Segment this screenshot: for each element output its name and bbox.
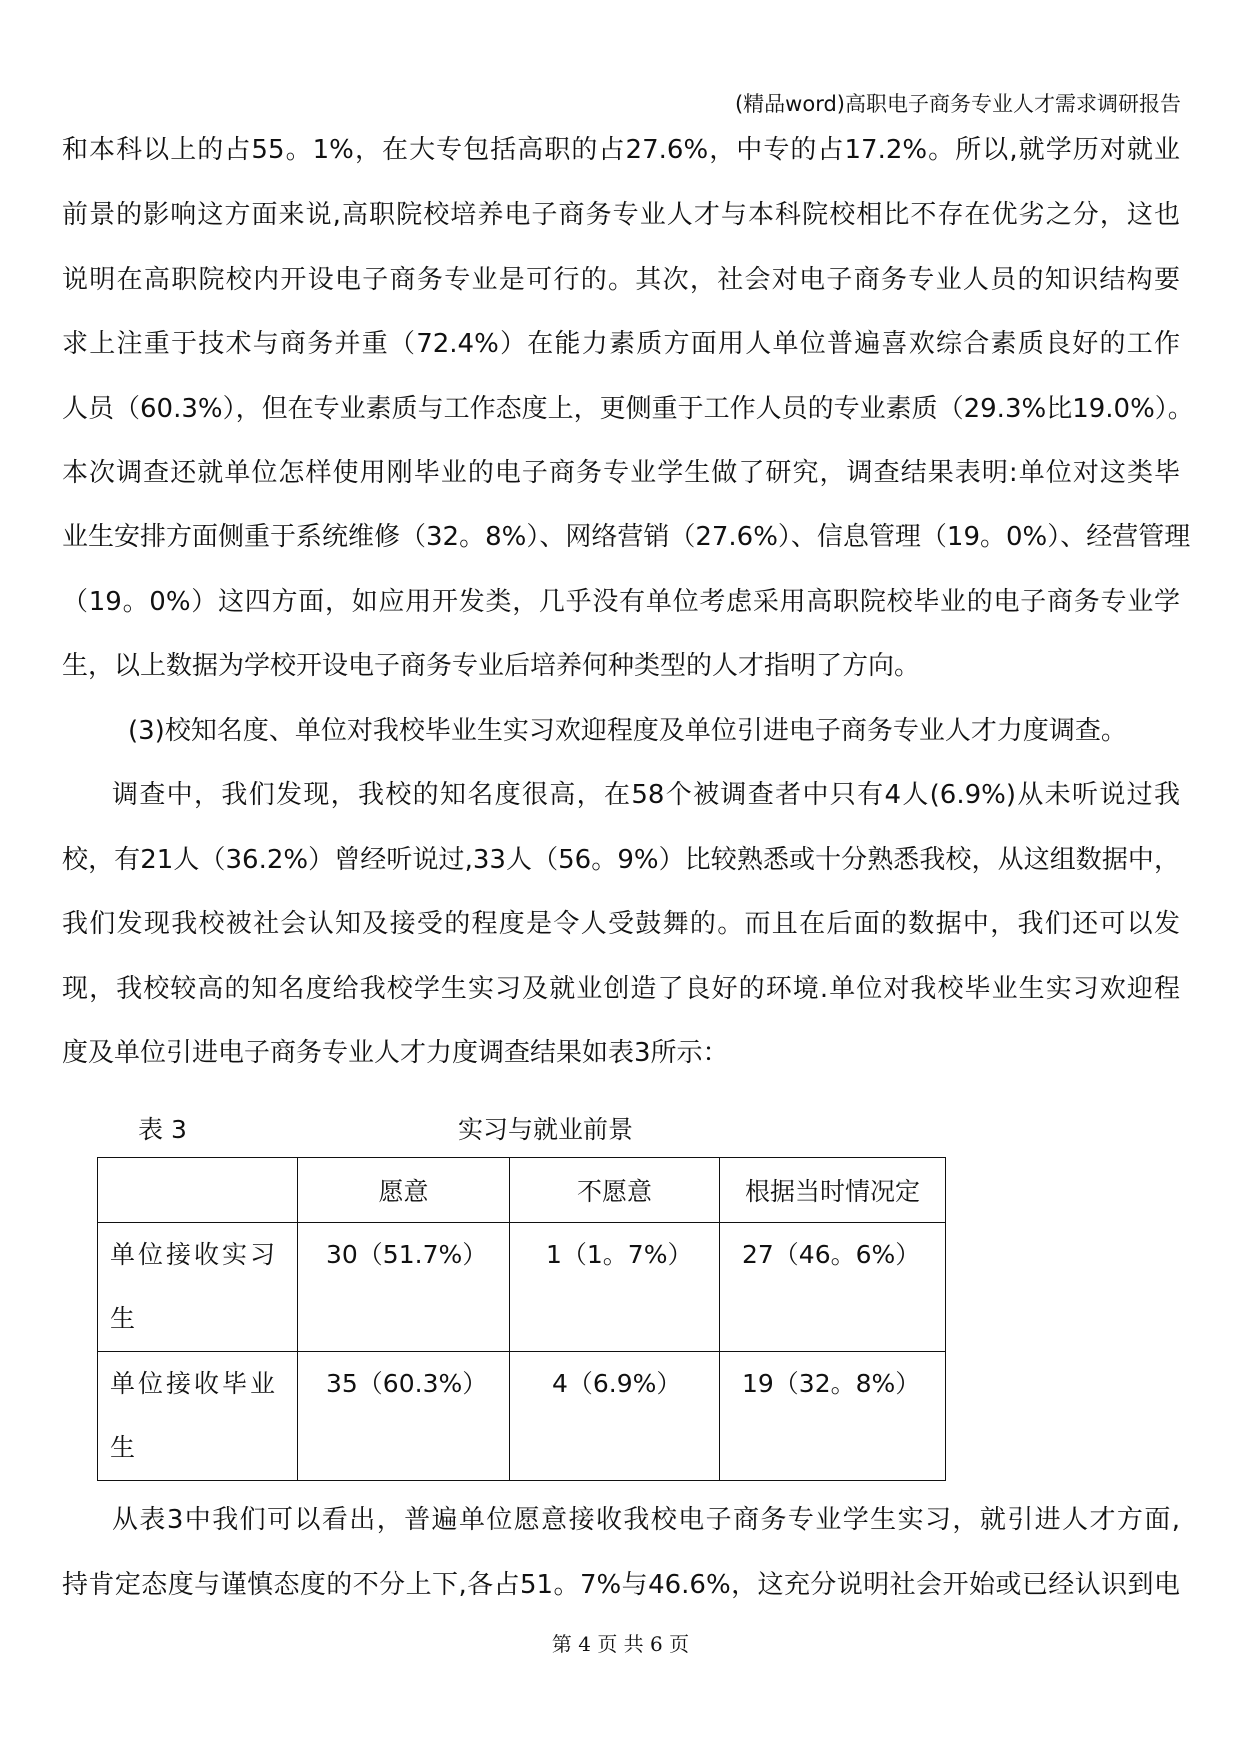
body-line: 人员（60.3%），但在专业素质与工作态度上，更侧重于工作人员的专业素质（29.3%比19.0%）。 [62,394,1194,424]
body-line: 从表3中我们可以看出，普遍单位愿意接收我校电子商务专业学生实习，就引进人才方面, [112,1505,1180,1535]
table-row [98,1352,946,1481]
body-line: 校，有21人（36.2%）曾经听说过,33人（56。9%）比较熟悉或十分熟悉我校，从这组数据中， [62,845,1180,875]
running-header: (精品word)高职电子商务专业人才需求调研报告 [734,92,1181,116]
body-line: 度及单位引进电子商务专业人才力度调查结果如表3所示： [62,1038,729,1068]
row-label: 单位接收毕业生 [98,1352,298,1481]
table-cell: 4（6.9%） [510,1352,720,1481]
body-line: 前景的影响这方面来说,高职院校培养电子商务专业人才与本科院校相比不存在优劣之分，这也 [62,200,1180,230]
body-line: 业生安排方面侧重于系统维修（32。8%）、网络营销（27.6%）、信息管理（19。0%）、经营管理 [62,522,1191,552]
body-line: 生，以上数据为学校开设电子商务专业后培养何种类型的人才指明了方向。 [62,651,921,681]
body-line: 本次调查还就单位怎样使用刚毕业的电子商务专业学生做了研究，调查结果表明:单位对这类毕 [62,458,1180,488]
header-cell [98,1158,298,1223]
body-line: 和本科以上的占55。1%，在大专包括高职的占27.6%，中专的占17.2%。所以,就学历对就业 [62,135,1180,165]
data-table [97,1157,946,1481]
table-title: 实习与就业前景 [458,1115,634,1144]
table-cell: 35（60.3%） [298,1352,510,1481]
header-cell: 根据当时情况定 [720,1158,946,1223]
table-cell: 1（1。7%） [510,1223,720,1352]
table-cell: 30（51.7%） [298,1223,510,1352]
section-heading: (3)校知名度、单位对我校毕业生实习欢迎程度及单位引进电子商务专业人才力度调查。 [128,716,1127,746]
body-line: 调查中，我们发现，我校的知名度很高，在58个被调查者中只有4人(6.9%)从未听说过我 [112,780,1180,810]
body-line: 我们发现我校被社会认知及接受的程度是令人受鼓舞的。而且在后面的数据中，我们还可以发 [62,909,1180,939]
body-line: 说明在高职院校内开设电子商务专业是可行的。其次，社会对电子商务专业人员的知识结构要 [62,265,1180,295]
table-cell: 27（46。6%） [720,1223,946,1352]
body-line: 求上注重于技术与商务并重（72.4%）在能力素质方面用人单位普遍喜欢综合素质良好的工作 [62,329,1180,359]
body-line: 现，我校较高的知名度给我校学生实习及就业创造了良好的环境.单位对我校毕业生实习欢迎程 [62,974,1180,1004]
body-line: 持肯定态度与谨慎态度的不分上下,各占51。7%与46.6%，这充分说明社会开始或已经认识到电 [62,1570,1180,1600]
row-label: 单位接收实习生 [98,1223,298,1352]
table-cell: 19（32。8%） [720,1352,946,1481]
table-header-row [98,1158,946,1223]
table-row [98,1223,946,1352]
page-footer: 第 4 页 共 6 页 [551,1632,690,1656]
body-line: （19。0%）这四方面，如应用开发类，几乎没有单位考虑采用高职院校毕业的电子商务专业学 [62,587,1180,617]
header-cell: 愿意 [298,1158,510,1223]
table-label: 表 3 [138,1115,187,1144]
header-cell: 不愿意 [510,1158,720,1223]
